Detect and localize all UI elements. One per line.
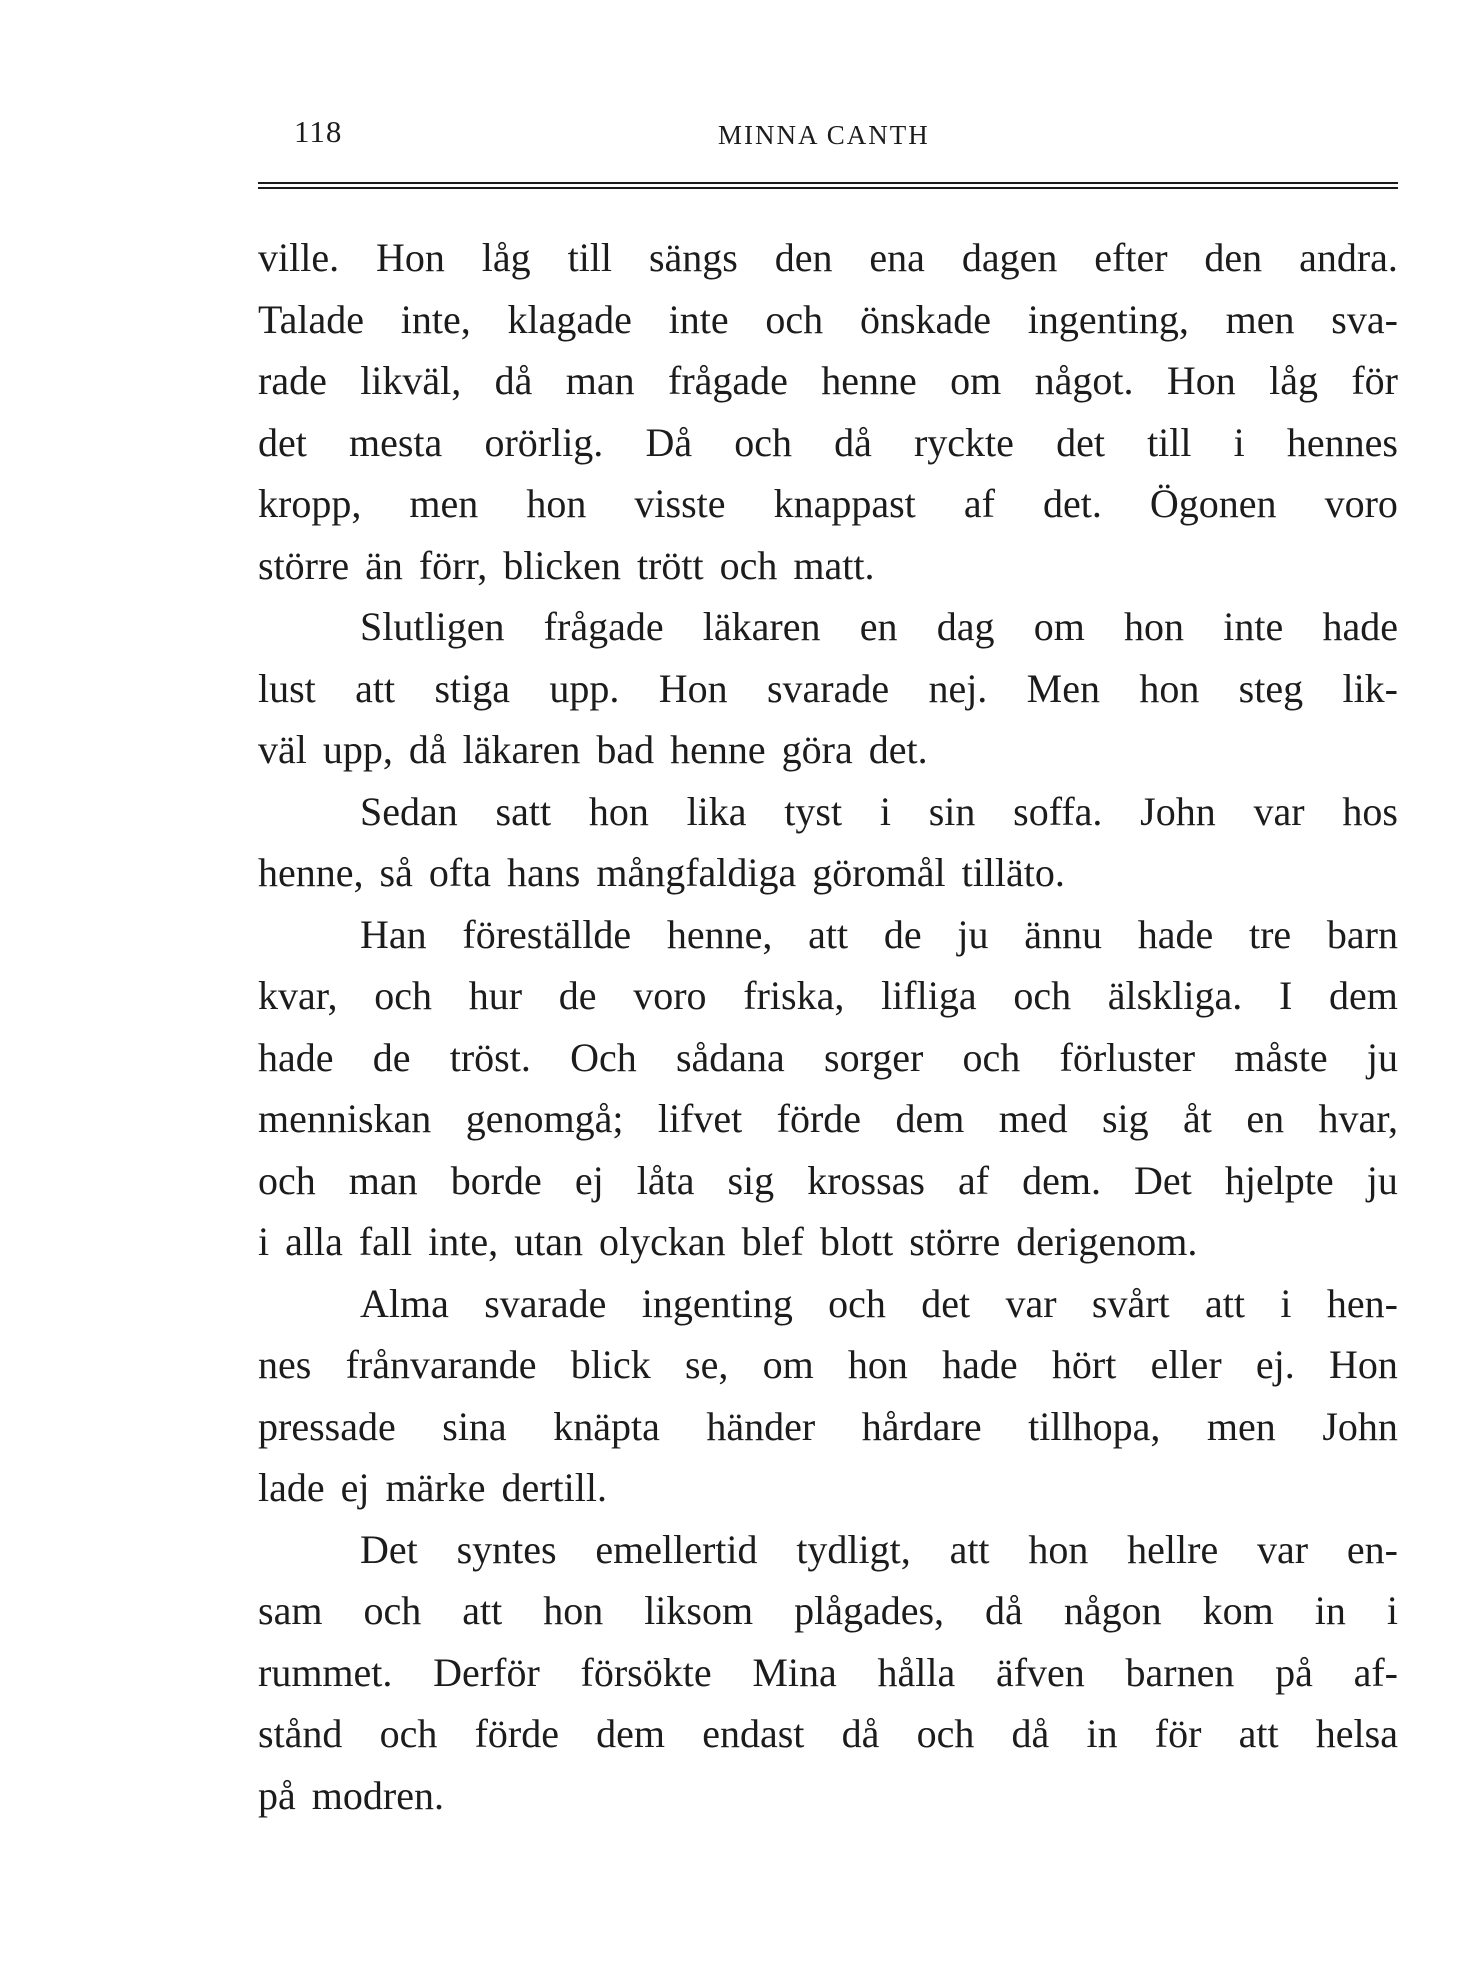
text-line: ville. Hon låg till sängs den ena dagen efter den andra.: [258, 235, 1398, 280]
running-title: MINNA CANTH: [718, 120, 930, 150]
running-head: [258, 110, 1398, 160]
text-line: rade likväl, då man frågade henne om något. Hon låg för: [258, 358, 1398, 403]
text-line: Talade inte, klagade inte och önskade ingenting, men sva-: [258, 296, 1398, 342]
text-line: kvar, och hur de voro friska, lifliga och älskliga. I dem: [258, 973, 1398, 1018]
text-line: stånd och förde dem endast då och då in för att helsa: [258, 1711, 1398, 1756]
page-number: 118: [294, 114, 343, 149]
paragraph: [258, 781, 1398, 904]
text-line: Han föreställde henne, att de ju ännu hade tre barn: [360, 911, 1398, 957]
text-line: och man borde ej låta sig krossas af dem. Det hjelpte ju: [258, 1157, 1398, 1203]
book-page: [258, 110, 1398, 1826]
text-line: kropp, men hon visste knappast af det. Ögonen voro: [258, 481, 1398, 526]
text-line: Sedan satt hon lika tyst i sin soffa. John var hos: [360, 788, 1398, 834]
paragraph: [258, 904, 1398, 1273]
text-line: i alla fall inte, utan olyckan blef blott större derigenom.: [258, 1219, 1198, 1264]
text-line: lade ej märke dertill.: [258, 1465, 607, 1510]
text-line: Alma svarade ingenting och det var svårt att i hen-: [360, 1280, 1398, 1326]
paragraph: [258, 227, 1398, 596]
text-line: rummet. Derför försökte Mina hålla äfven barnen på af-: [258, 1649, 1398, 1695]
paragraph: [258, 1273, 1398, 1519]
text-line: menniskan genomgå; lifvet förde dem med sig åt en hvar,: [258, 1096, 1398, 1141]
text-line: hade de tröst. Och sådana sorger och förluster måste ju: [258, 1034, 1398, 1080]
header-double-rule: [258, 182, 1398, 189]
text-line: henne, så ofta hans mångfaldiga göromål tilläto.: [258, 850, 1065, 895]
text-line: nes frånvarande blick se, om hon hade hört eller ej. Hon: [258, 1342, 1398, 1387]
text-line: på modren.: [258, 1772, 444, 1818]
text-line: Det syntes emellertid tydligt, att hon hellre var en-: [360, 1526, 1398, 1572]
paragraph: [258, 596, 1398, 781]
text-line: det mesta orörlig. Då och då ryckte det till i hennes: [258, 419, 1398, 465]
body-text: [258, 227, 1398, 1826]
text-line: sam och att hon liksom plågades, då någon kom in i: [258, 1588, 1398, 1633]
text-line: pressade sina knäpta händer hårdare tillhopa, men John: [258, 1403, 1398, 1449]
text-line: större än förr, blicken trött och matt.: [258, 542, 875, 588]
text-line: Slutligen frågade läkaren en dag om hon inte hade: [360, 604, 1398, 649]
paragraph: [258, 1519, 1398, 1827]
text-line: väl upp, då läkaren bad henne göra det.: [258, 727, 928, 772]
text-line: lust att stiga upp. Hon svarade nej. Men hon steg lik-: [258, 665, 1398, 711]
